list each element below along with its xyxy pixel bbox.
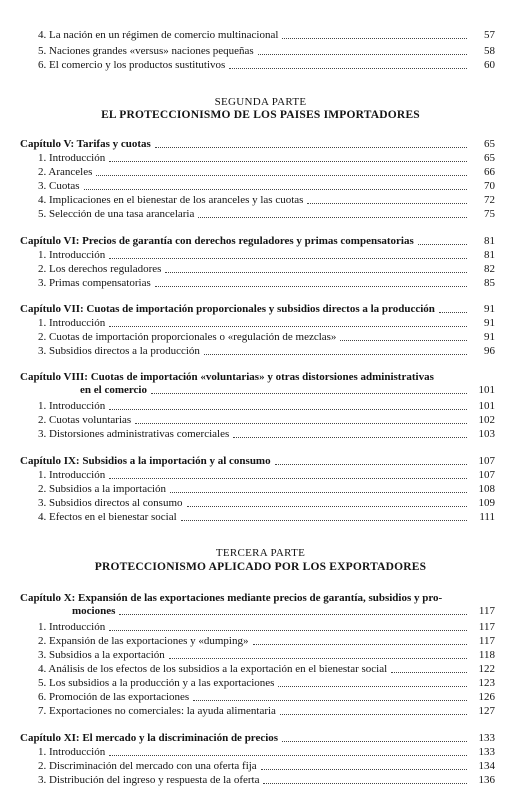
part-title: EL PROTECCIONISMO DE LOS PAISES IMPORTADORES <box>101 109 420 121</box>
entry-title: 5. Selección de una tasa arancelaria <box>38 208 195 220</box>
leader-dots <box>253 644 468 645</box>
chapter-heading[interactable] <box>20 731 495 744</box>
entry-page: 75 <box>484 208 495 220</box>
entry-title: 1. Introducción <box>38 746 106 758</box>
toc-entry[interactable] <box>38 165 495 178</box>
entry-title: 4. Análisis de los efectos de los subsidios a la exportación en el bienestar social <box>38 663 388 675</box>
chapter-title: Capítulo VIII: Cuotas de importación «voluntarias» y otras distorsiones administrativas <box>20 371 434 383</box>
toc-entry[interactable] <box>38 179 495 192</box>
leader-dots <box>198 217 467 218</box>
leader-dots <box>439 312 467 313</box>
entry-page: 136 <box>478 774 495 786</box>
entry-title: 6. El comercio y los productos sustitutivos <box>38 59 226 71</box>
leader-dots <box>96 175 467 176</box>
entry-title: 1. Introducción <box>38 152 106 164</box>
toc-entry[interactable] <box>38 330 495 343</box>
leader-dots <box>109 630 467 631</box>
leader-dots <box>282 741 467 742</box>
entry-title: 1. Introducción <box>38 249 106 261</box>
toc-entry[interactable] <box>38 427 495 440</box>
chapter-heading[interactable] <box>20 137 495 150</box>
entry-page: 126 <box>478 691 495 703</box>
entry-title: 4. Efectos en el bienestar social <box>38 511 177 523</box>
entry-title: 2. Cuotas voluntarias <box>38 414 132 426</box>
toc-entry[interactable] <box>38 648 495 661</box>
leader-dots <box>307 203 467 204</box>
entry-title: 2. Cuotas de importación proporcionales o «regulación de mezclas» <box>38 331 337 343</box>
leader-dots <box>229 68 467 69</box>
toc-entry[interactable] <box>38 344 495 357</box>
leader-dots <box>109 161 467 162</box>
leader-dots <box>170 492 467 493</box>
entry-page: 96 <box>484 345 495 357</box>
entry-title: 1. Introducción <box>38 621 106 633</box>
entry-page: 103 <box>478 428 495 440</box>
leader-dots <box>263 783 467 784</box>
toc-entry[interactable] <box>38 413 495 426</box>
entry-page: 85 <box>484 277 495 289</box>
leader-dots <box>109 258 467 259</box>
chapter-title: Capítulo VII: Cuotas de importación proporcionales y subsidios directos a la producción <box>20 303 435 315</box>
leader-dots <box>155 147 467 148</box>
leader-dots <box>109 478 467 479</box>
entry-page: 127 <box>478 705 495 717</box>
toc-entry[interactable] <box>38 496 495 509</box>
leader-dots <box>109 409 467 410</box>
entry-page: 65 <box>484 152 495 164</box>
entry-title: 5. Naciones grandes «versus» naciones pequeñas <box>38 45 254 57</box>
entry-title: 2. Expansión de las exportaciones y «dumping» <box>38 635 249 647</box>
leader-dots <box>193 700 467 701</box>
toc-entry[interactable] <box>38 276 495 289</box>
chapter-title-continued: mociones <box>72 605 116 617</box>
entry-title: 3. Subsidios directos a la producción <box>38 345 200 357</box>
toc-entry[interactable] <box>38 399 495 412</box>
leader-dots <box>280 714 467 715</box>
chapter-page: 91 <box>484 303 495 315</box>
chapter-heading[interactable] <box>20 234 495 247</box>
toc-entry[interactable] <box>38 690 495 703</box>
chapter-page: 65 <box>484 138 495 150</box>
entry-title: 3. Primas compensatorias <box>38 277 151 289</box>
leader-dots <box>391 672 467 673</box>
entry-page: 82 <box>484 263 495 275</box>
entry-title: 3. Subsidios a la exportación <box>38 649 165 661</box>
leader-dots <box>135 423 467 424</box>
entry-page: 111 <box>479 511 495 523</box>
chapter-title: Capítulo V: Tarifas y cuotas <box>20 138 151 150</box>
leader-dots <box>258 54 467 55</box>
entry-page: 70 <box>484 180 495 192</box>
entry-page: 108 <box>478 483 495 495</box>
entry-page: 122 <box>478 663 495 675</box>
leader-dots <box>165 272 467 273</box>
leader-dots <box>275 464 467 465</box>
entry-page: 101 <box>478 400 495 412</box>
entry-title: 3. Distorsiones administrativas comerciales <box>38 428 230 440</box>
toc-entry[interactable] <box>38 316 495 329</box>
entry-title: 6. Promoción de las exportaciones <box>38 691 190 703</box>
entry-title: 3. Distribución del ingreso y respuesta de la oferta <box>38 774 260 786</box>
toc-entry[interactable] <box>38 676 495 689</box>
entry-title: 1. Introducción <box>38 400 106 412</box>
entry-title: 2. Discriminación del mercado con una oferta fija <box>38 760 257 772</box>
leader-dots <box>151 393 467 394</box>
entry-page: 123 <box>478 677 495 689</box>
chapter-heading[interactable] <box>20 302 495 315</box>
chapter-heading[interactable] <box>20 454 495 467</box>
chapter-page: 107 <box>478 455 495 467</box>
entry-page: 109 <box>478 497 495 509</box>
chapter-heading[interactable] <box>20 372 495 396</box>
chapter-title-continued: en el comercio <box>80 384 147 396</box>
toc-entry[interactable] <box>38 662 495 675</box>
entry-page: 118 <box>478 649 495 661</box>
entry-title: 5. Los subsidios a la producción y a las exportaciones <box>38 677 275 689</box>
chapter-title: Capítulo VI: Precios de garantía con derechos reguladores y primas compensatorias <box>20 235 414 247</box>
toc-entry[interactable] <box>38 759 495 772</box>
entry-page: 102 <box>478 414 495 426</box>
part-title: PROTECCIONISMO APLICADO POR LOS EXPORTADORES <box>94 561 427 573</box>
entry-title: 3. Cuotas <box>38 180 80 192</box>
entry-title: 2. Subsidios a la importación <box>38 483 167 495</box>
leader-dots <box>204 354 467 355</box>
chapter-page: 81 <box>484 235 495 247</box>
toc-entry[interactable] <box>38 193 495 206</box>
toc-entry[interactable] <box>38 207 495 220</box>
chapter-page: 101 <box>478 384 495 396</box>
entry-page: 117 <box>478 635 495 647</box>
entry-page: 117 <box>478 621 495 633</box>
entry-page: 81 <box>484 249 495 261</box>
part-label: TERCERA PARTE <box>215 547 306 559</box>
toc-entry[interactable] <box>38 468 495 481</box>
entry-title: 1. Introducción <box>38 317 106 329</box>
leader-dots <box>109 326 467 327</box>
leader-dots <box>340 340 467 341</box>
toc-entry[interactable] <box>38 773 495 786</box>
entry-page: 134 <box>478 760 495 772</box>
entry-title: 4. Implicaciones en el bienestar de los aranceles y las cuotas <box>38 194 304 206</box>
leader-dots <box>261 769 467 770</box>
toc-entry[interactable] <box>38 248 495 261</box>
leader-dots <box>282 38 467 39</box>
entry-title: 1. Introducción <box>38 469 106 481</box>
entry-page: 58 <box>484 45 495 57</box>
entry-page: 107 <box>478 469 495 481</box>
leader-dots <box>155 286 467 287</box>
toc-entry[interactable] <box>38 510 495 523</box>
entry-title: 4. La nación en un régimen de comercio multinacional <box>38 29 279 41</box>
chapter-title: Capítulo XI: El mercado y la discriminación de precios <box>20 732 279 744</box>
entry-title: 2. Los derechos reguladores <box>38 263 162 275</box>
toc-entry[interactable] <box>38 704 495 717</box>
toc-entry[interactable] <box>38 634 495 647</box>
leader-dots <box>418 244 467 245</box>
chapter-page: 133 <box>478 732 495 744</box>
toc-entry[interactable] <box>38 745 495 758</box>
leader-dots <box>278 686 467 687</box>
entry-page: 66 <box>484 166 495 178</box>
toc-entry[interactable] <box>38 28 495 41</box>
toc-entry[interactable] <box>38 262 495 275</box>
chapter-page: 117 <box>478 605 495 617</box>
leader-dots <box>84 189 467 190</box>
entry-page: 91 <box>484 331 495 343</box>
chapter-title: Capítulo X: Expansión de las exportaciones mediante precios de garantía, subsidios y pro- <box>20 592 443 604</box>
entry-title: 7. Exportaciones no comerciales: la ayuda alimentaria <box>38 705 276 717</box>
chapter-heading[interactable] <box>20 593 495 617</box>
entry-page: 72 <box>484 194 495 206</box>
leader-dots <box>187 506 467 507</box>
toc-entry[interactable] <box>38 58 495 71</box>
entry-page: 60 <box>484 59 495 71</box>
part-label: SEGUNDA PARTE <box>214 96 307 108</box>
leader-dots <box>181 520 467 521</box>
toc-entry[interactable] <box>38 482 495 495</box>
entry-title: 2. Aranceles <box>38 166 93 178</box>
entry-page: 91 <box>484 317 495 329</box>
entry-page: 57 <box>484 29 495 41</box>
leader-dots <box>109 755 467 756</box>
toc-entry[interactable] <box>38 44 495 57</box>
entry-title: 3. Subsidios directos al consumo <box>38 497 183 509</box>
chapter-title: Capítulo IX: Subsidios a la importación y al consumo <box>20 455 271 467</box>
toc-entry[interactable] <box>38 620 495 633</box>
leader-dots <box>233 437 467 438</box>
leader-dots <box>169 658 467 659</box>
entry-page: 133 <box>478 746 495 758</box>
toc-entry[interactable] <box>38 151 495 164</box>
leader-dots <box>119 614 467 615</box>
